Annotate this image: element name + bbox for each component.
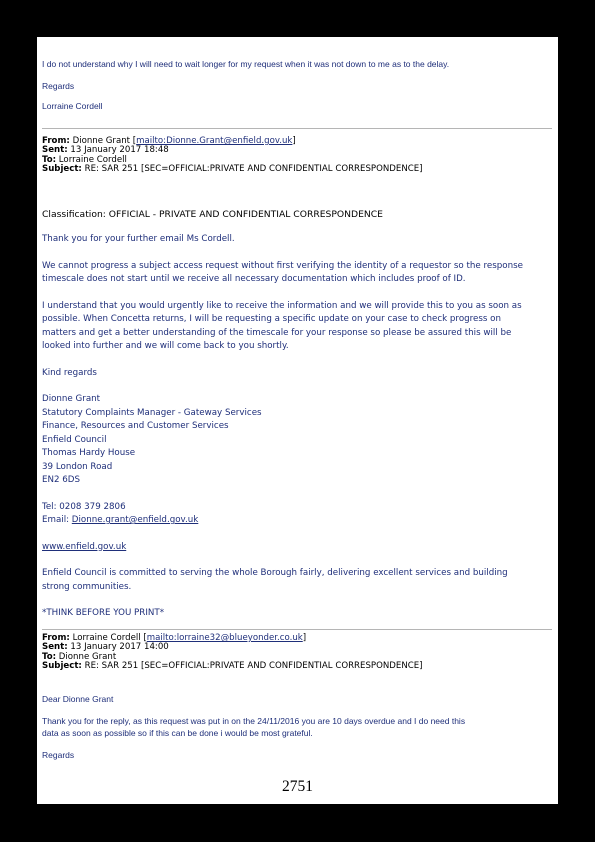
sent-value: 13 January 2017 18:48 [70,145,169,156]
greeting: Dear Dionne Grant [42,694,114,704]
signature-address-1: Thomas Hardy House [42,448,136,458]
from-mailto-link[interactable]: mailto:lorraine32@blueyonder.co.uk [146,633,303,643]
body-line-2: data as soon as possible so if this can be done i would be most grateful. [42,728,313,738]
body-paragraph-3-line-3: matters and get a better understanding of the timescale for your response so please be assured this will be [42,327,512,338]
think-before-print: *THINK BEFORE YOU PRINT* [42,608,165,618]
closing-kind-regards: Kind regards [42,367,97,378]
body-paragraph-3-line-2: possible. When Concetta returns, I will be requesting a specific update on your case to check progress on [42,314,502,324]
classification-line: Classification: OFFICIAL - PRIVATE AND CONFIDENTIAL CORRESPONDENCE [42,209,383,220]
from-mailto-link[interactable]: mailto:Dionne.Grant@enfield.gov.uk [136,136,293,146]
from-bracket: ] [302,633,307,643]
to-value: Dionne Grant [58,651,117,662]
body-paragraph-3-line-4: looked into further and we will come back to you shortly. [42,341,289,351]
signature-address-2: 39 London Road [42,461,113,472]
email-closing: Regards [42,81,75,91]
signature-department: Finance, Resources and Customer Services [42,421,229,431]
body-paragraph-1: Thank you for your further email Ms Cordell. [42,234,235,244]
from-label: From: [42,136,70,146]
signature-name: Dionne Grant [42,394,101,404]
signature-organisation: Enfield Council [42,434,107,445]
statement-line-1: Enfield Council is committed to serving the whole Borough fairly, delivering excellent services and building [42,568,508,578]
email-body-line: I do not understand why I will need to wait longer for my request when it was not down to me as to the delay. [42,59,450,69]
website-link[interactable]: www.enfield.gov.uk [42,541,127,552]
body-line-1: Thank you for the reply, as this request was put in on the 24/11/2016 you are 10 days overdue and I do need this [42,716,466,726]
statement-line-2: strong communities. [42,581,132,592]
sent-label: Sent: [42,642,68,653]
from-bracket: ] [292,136,296,146]
email-divider [42,128,552,129]
subject-label: Subject: [42,661,82,672]
sent-value: 13 January 2017 14:00 [70,642,169,653]
signature-postcode: EN2 6DS [42,475,81,485]
email-body-cordell [42,715,552,739]
email-header-grant [42,137,552,175]
signature-telephone: Tel: 0208 379 2806 [42,501,126,512]
page-number: 2751 [282,778,313,795]
to-label: To: [42,154,57,165]
from-name: Lorraine Cordell [ [72,633,147,643]
body-paragraph-3-line-1: I understand that you would urgently like to receive the information and we will provide this to you as soon as [42,300,522,311]
from-name: Dionne Grant [ [72,136,137,146]
signature-title: Statutory Complaints Manager - Gateway Services [42,407,262,418]
sent-label: Sent: [42,145,68,156]
email-address-link[interactable]: Dionne.grant@enfield.gov.uk [71,515,199,525]
email-closing: Regards [42,750,75,760]
signature-email [42,514,552,528]
body-paragraph-2-line-1: We cannot progress a subject access request without first verifying the identity of a requestor so the response [42,260,523,271]
subject-label: Subject: [42,164,82,175]
email-label: Email: [42,515,72,525]
subject-value: RE: SAR 251 [SEC=OFFICIAL:PRIVATE AND CONFIDENTIAL CORRESPONDENCE] [84,164,423,175]
to-label: To: [42,651,57,662]
email-body-grant [42,233,552,621]
email-signature: Lorraine Cordell [42,101,103,111]
subject-value: RE: SAR 251 [SEC=OFFICIAL:PRIVATE AND CONFIDENTIAL CORRESPONDENCE] [84,661,423,672]
email-header-cordell [42,634,552,672]
document-page [37,37,558,804]
from-label: From: [42,633,70,643]
to-value: Lorraine Cordell [58,154,127,165]
body-paragraph-2-line-2: timescale does not start until we receive all necessary documentation which includes proof of ID. [42,274,466,284]
email-divider [42,629,552,630]
